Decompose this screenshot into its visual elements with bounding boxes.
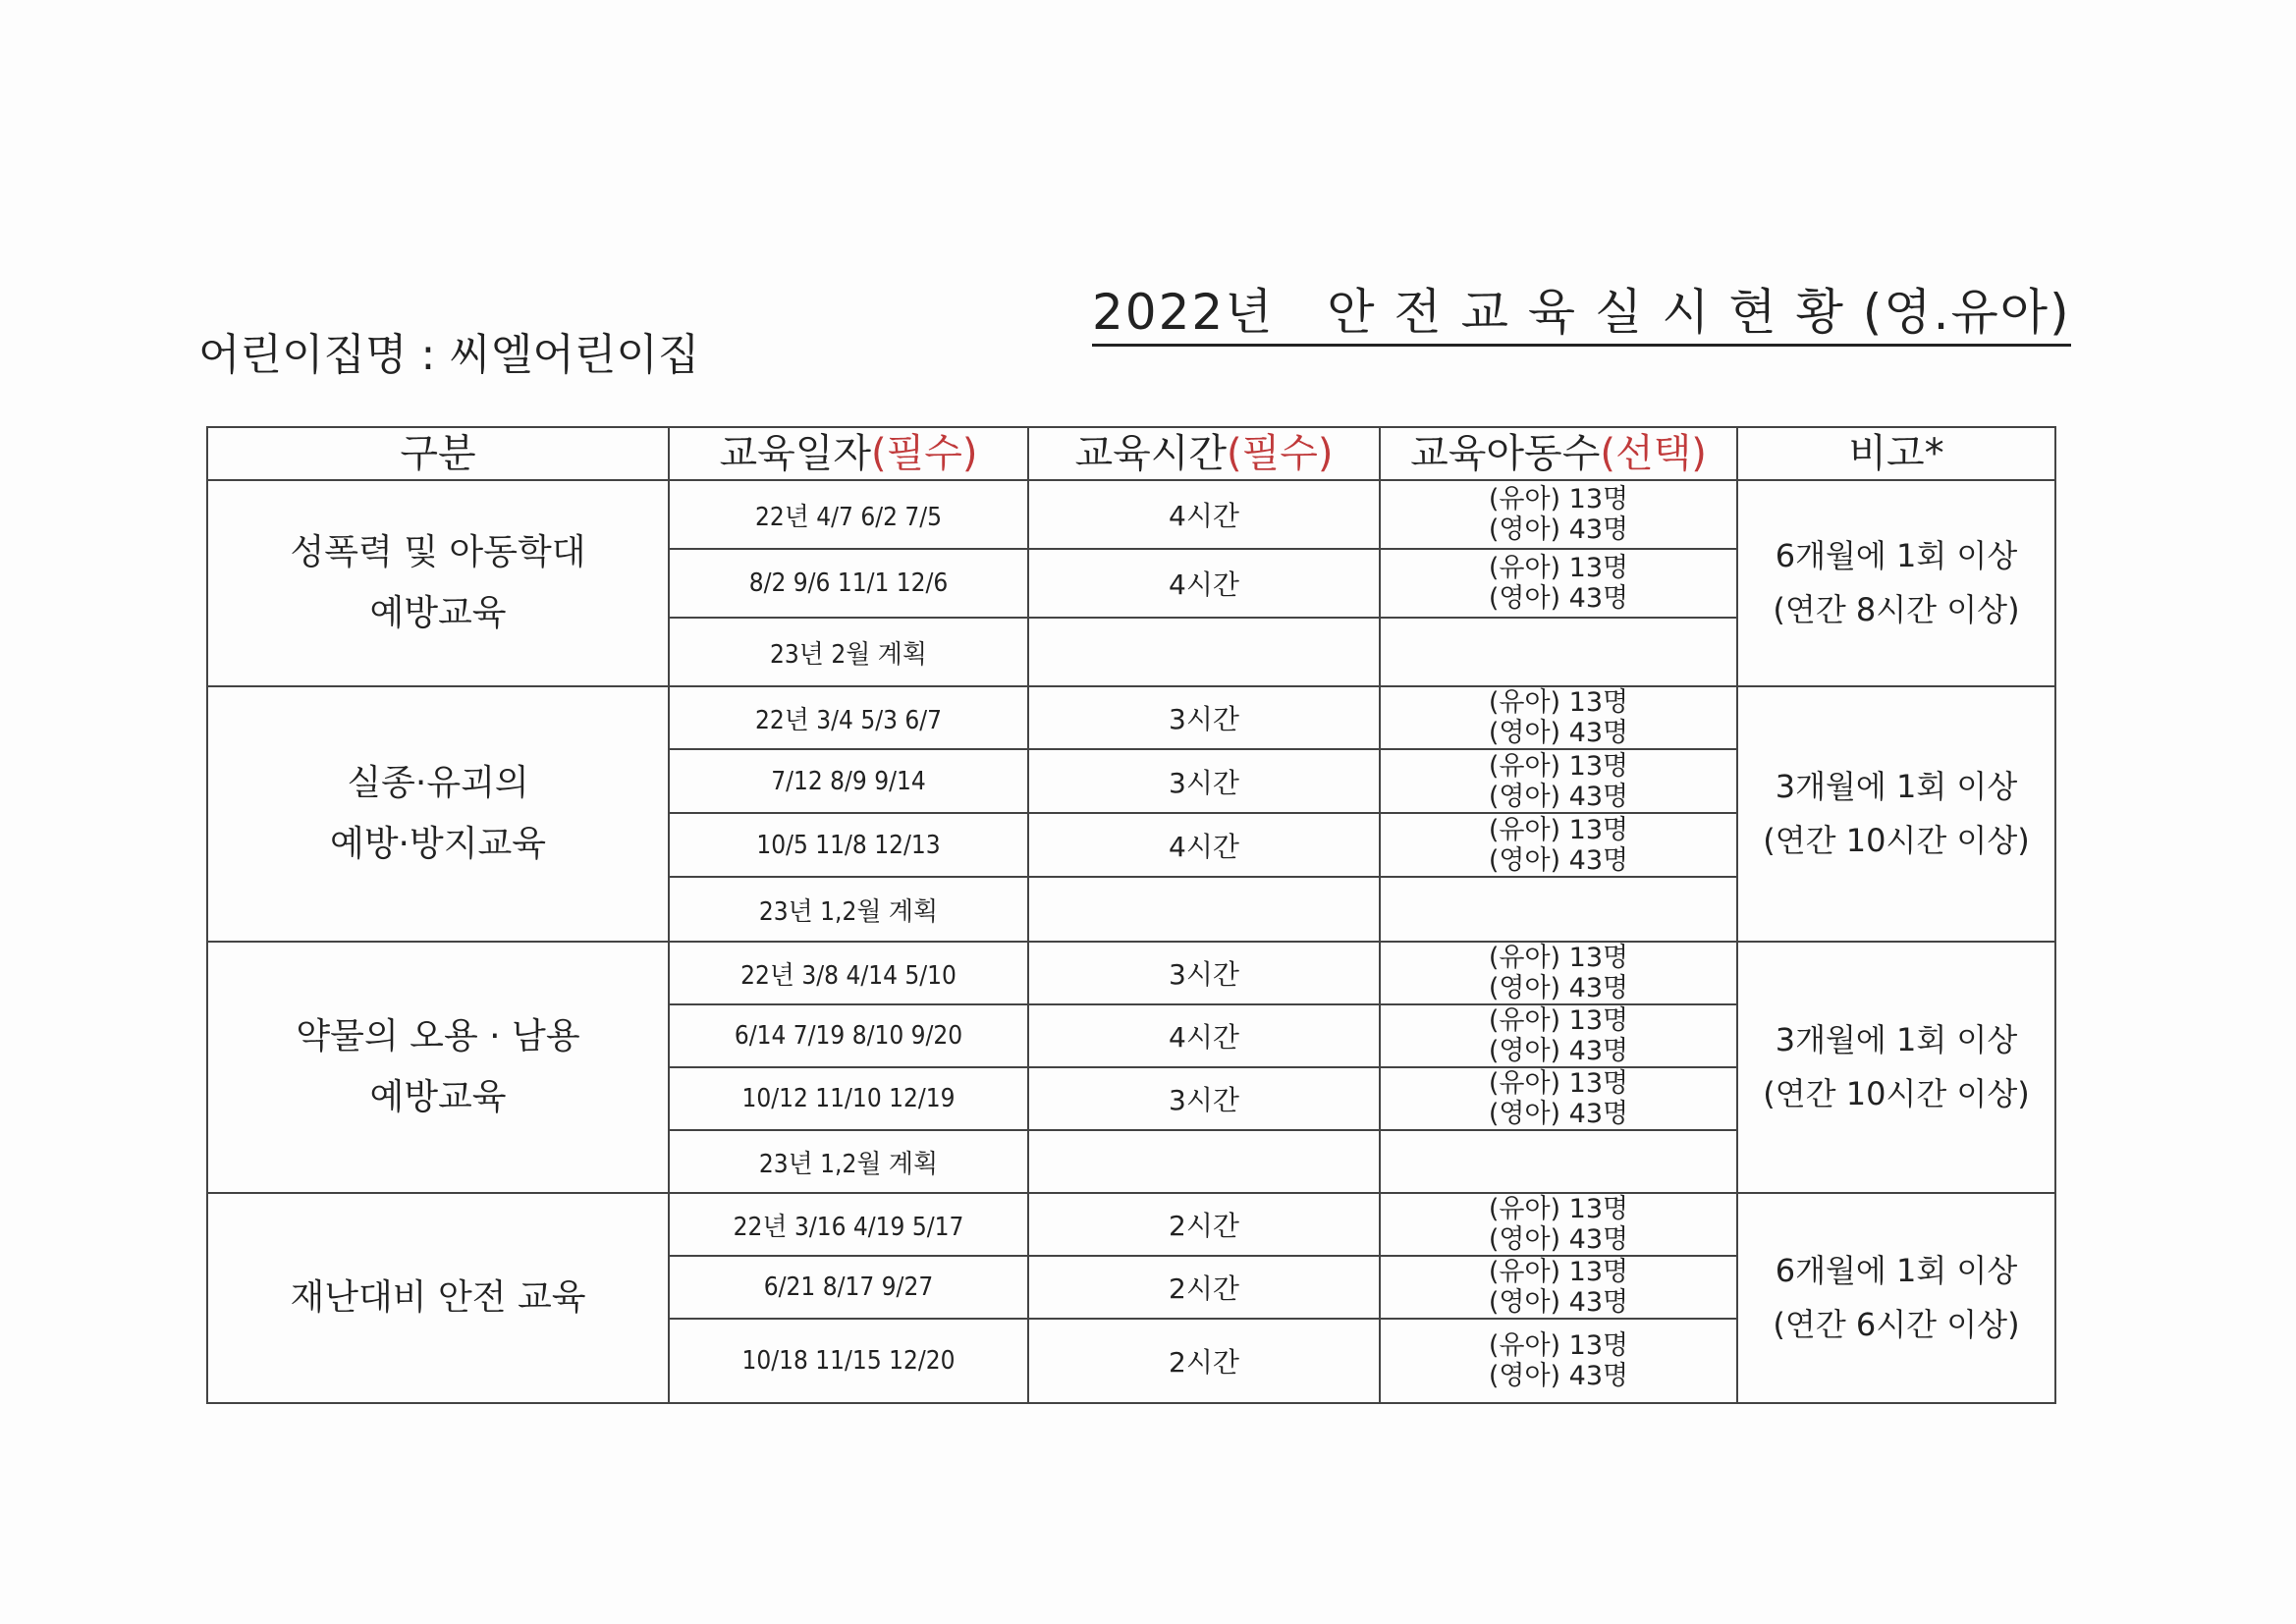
children-count-toddler: (유아) 13명 [1488, 484, 1629, 514]
hours-cell: 3시간 [1028, 749, 1380, 813]
hours-cell [1028, 1130, 1380, 1193]
date-cell: 6/14 7/19 8/10 9/20 [669, 1004, 1028, 1067]
hours-cell: 2시간 [1028, 1193, 1380, 1256]
date-cell: 8/2 9/6 11/1 12/6 [669, 549, 1028, 618]
date-cell: 22년 3/4 5/3 6/7 [669, 686, 1028, 749]
table-row [207, 480, 2055, 549]
note-frequency: 3개월에 1회 이상 [1775, 1021, 2018, 1058]
table-row [207, 1193, 2055, 1256]
category-line: 약물의 오용 · 남용 [296, 1016, 580, 1056]
children-count-toddler: (유아) 13명 [1488, 814, 1629, 845]
note-frequency: 3개월에 1회 이상 [1775, 768, 2018, 805]
children-cell [1380, 686, 1737, 749]
note-frequency: 6개월에 1회 이상 [1775, 537, 2018, 574]
header-children: 교육아동수(선택) [1380, 427, 1737, 480]
children-count-infant: (영아) 43명 [1488, 718, 1629, 748]
children-cell [1380, 480, 1737, 549]
children-cell [1380, 942, 1737, 1004]
children-cell [1380, 877, 1737, 942]
hours-cell: 4시간 [1028, 549, 1380, 618]
note-cell [1737, 480, 2055, 686]
date-cell: 22년 3/8 4/14 5/10 [669, 942, 1028, 1004]
children-cell [1380, 549, 1737, 618]
table-header-row [207, 427, 2055, 480]
children-count-toddler: (유아) 13명 [1488, 1005, 1629, 1036]
category-line: 예방교육 [369, 593, 507, 633]
header-date: 교육일자(필수) [669, 427, 1028, 480]
header-note: 비고* [1737, 427, 2055, 480]
children-count-toddler: (유아) 13명 [1488, 1257, 1629, 1287]
hours-cell [1028, 618, 1380, 686]
hours-cell: 4시간 [1028, 1004, 1380, 1067]
children-count-toddler: (유아) 13명 [1488, 553, 1629, 583]
document-title: 2022년 안 전 교 육 실 시 현 황 (영.유아) [1092, 283, 2071, 347]
category-cell [207, 1193, 669, 1403]
date-cell: 23년 1,2월 계획 [669, 1130, 1028, 1193]
note-cell [1737, 1193, 2055, 1403]
daycare-name: 어린이집명 : 씨엘어린이집 [198, 330, 700, 380]
children-count-infant: (영아) 43명 [1488, 1224, 1629, 1255]
category-line: 예방교육 [369, 1077, 507, 1117]
children-cell [1380, 749, 1737, 813]
children-cell [1380, 1256, 1737, 1319]
table-row [207, 942, 2055, 1004]
children-cell [1380, 1067, 1737, 1130]
date-cell: 22년 4/7 6/2 7/5 [669, 480, 1028, 549]
note-annual-hours: (연간 10시간 이상) [1763, 1075, 2030, 1112]
hours-cell: 3시간 [1028, 1067, 1380, 1130]
category-cell [207, 480, 669, 686]
children-count-infant: (영아) 43명 [1488, 781, 1629, 812]
children-count-toddler: (유아) 13명 [1488, 1194, 1629, 1224]
optional-mark: (선택) [1600, 431, 1707, 476]
children-count-toddler: (유아) 13명 [1488, 1068, 1629, 1099]
category-line: 성폭력 및 아동학대 [290, 532, 586, 572]
children-count-infant: (영아) 43명 [1488, 973, 1629, 1003]
hours-cell [1028, 877, 1380, 942]
children-count-toddler: (유아) 13명 [1488, 687, 1629, 718]
category-cell [207, 942, 669, 1193]
note-cell [1737, 942, 2055, 1193]
children-count-infant: (영아) 43명 [1488, 583, 1629, 614]
note-annual-hours: (연간 8시간 이상) [1773, 591, 2020, 628]
children-cell [1380, 1319, 1737, 1403]
date-cell: 7/12 8/9 9/14 [669, 749, 1028, 813]
hours-cell: 3시간 [1028, 686, 1380, 749]
date-cell: 10/12 11/10 12/19 [669, 1067, 1028, 1130]
hours-cell: 4시간 [1028, 480, 1380, 549]
children-count-toddler: (유아) 13명 [1488, 1330, 1629, 1361]
hours-cell: 3시간 [1028, 942, 1380, 1004]
hours-cell: 2시간 [1028, 1256, 1380, 1319]
education-status-table [206, 426, 2056, 1404]
required-mark: (필수) [871, 431, 978, 476]
children-count-infant: (영아) 43명 [1488, 844, 1629, 876]
children-cell [1380, 813, 1737, 877]
header-category: 구분 [207, 427, 669, 480]
table-row [207, 686, 2055, 749]
hours-cell: 2시간 [1028, 1319, 1380, 1403]
children-count-infant: (영아) 43명 [1488, 1036, 1629, 1066]
children-count-toddler: (유아) 13명 [1488, 750, 1629, 782]
date-cell: 6/21 8/17 9/27 [669, 1256, 1028, 1319]
note-annual-hours: (연간 6시간 이상) [1773, 1306, 2020, 1343]
note-annual-hours: (연간 10시간 이상) [1763, 822, 2030, 859]
date-cell: 22년 3/16 4/19 5/17 [669, 1193, 1028, 1256]
children-cell [1380, 1130, 1737, 1193]
date-cell: 23년 1,2월 계획 [669, 877, 1028, 942]
children-count-infant: (영아) 43명 [1488, 1287, 1629, 1318]
required-mark: (필수) [1227, 431, 1334, 476]
children-count-infant: (영아) 43명 [1488, 1361, 1629, 1391]
date-cell: 10/18 11/15 12/20 [669, 1319, 1028, 1403]
children-count-infant: (영아) 43명 [1488, 1099, 1629, 1129]
note-cell [1737, 686, 2055, 942]
header-hours: 교육시간(필수) [1028, 427, 1380, 480]
category-line: 예방·방지교육 [329, 824, 547, 864]
date-cell: 23년 2월 계획 [669, 618, 1028, 686]
category-cell [207, 686, 669, 942]
date-cell: 10/5 11/8 12/13 [669, 813, 1028, 877]
children-cell [1380, 1193, 1737, 1256]
category-line: 재난대비 안전 교육 [290, 1277, 586, 1318]
children-count-toddler: (유아) 13명 [1488, 943, 1629, 973]
category-line: 실종·유괴의 [347, 763, 529, 803]
children-count-infant: (영아) 43명 [1488, 514, 1629, 545]
note-frequency: 6개월에 1회 이상 [1775, 1252, 2018, 1289]
children-cell [1380, 1004, 1737, 1067]
children-cell [1380, 618, 1737, 686]
hours-cell: 4시간 [1028, 813, 1380, 877]
